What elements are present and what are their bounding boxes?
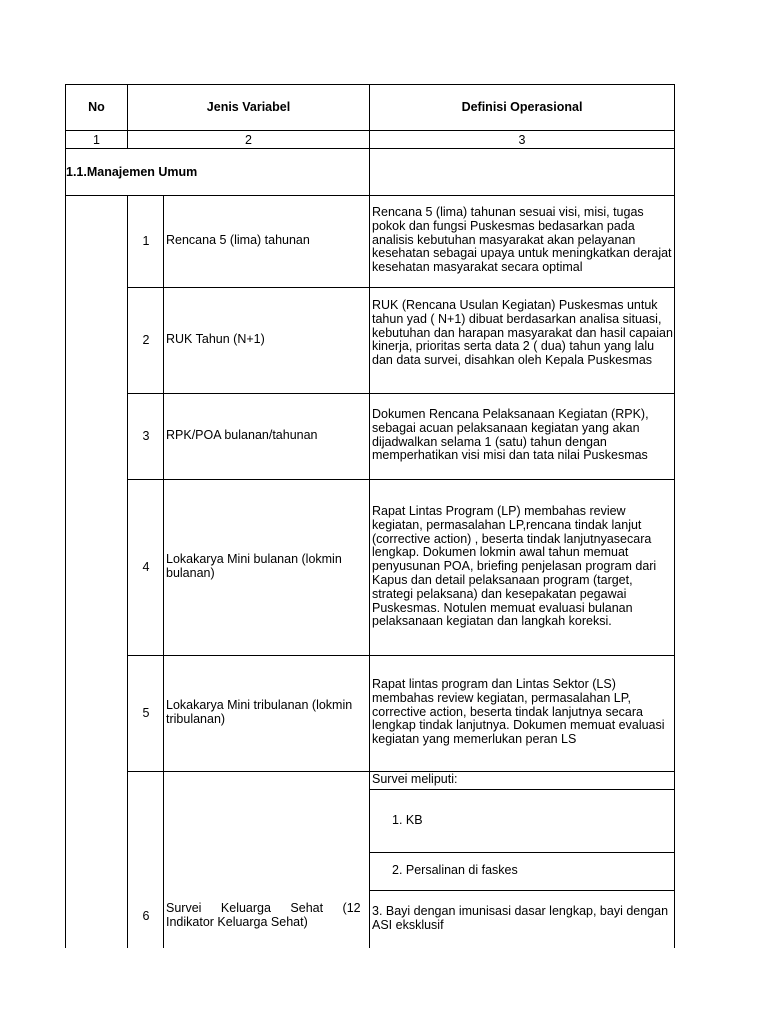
subrow-line-1: [369, 789, 675, 790]
row-1-no: 1: [142, 234, 150, 248]
table-border-right: [674, 84, 675, 948]
row-6-definition-intro: Survei meliputi:: [372, 772, 458, 786]
row-4-variable: Lokakarya Mini bulanan (lokmin bulanan): [166, 552, 342, 580]
row-line-4: [127, 655, 675, 656]
row-1-definition: Rencana 5 (lima) tahunan sesuai visi, misi, tugas pokok dan fungsi Puskesmas bedasarkan pada analisis kebutuhan masyarakat akan pelayanan kesehatan sebagai upaya untuk meningkatkan derajat kesehatan masyarakat secara optimal: [372, 205, 672, 275]
subrow-line-3: [369, 890, 675, 891]
section-title: 1.1.Manajemen Umum: [66, 165, 198, 179]
row-line-1: [127, 287, 675, 288]
row-4-no: 4: [142, 560, 150, 574]
row-line-3: [127, 479, 675, 480]
col-separator-no-body: [127, 196, 128, 948]
row-line-2: [127, 393, 675, 394]
row-3-variable: RPK/POA bulanan/tahunan: [166, 428, 318, 442]
subheader-bottom-line: [65, 148, 675, 149]
row-3-no: 3: [142, 429, 150, 443]
row-2-variable: RUK Tahun (N+1): [166, 332, 265, 346]
row-6-item-2: 2. Persalinan di faskes: [392, 863, 518, 877]
row-6-variable-b: Indikator Keluarga Sehat): [166, 915, 308, 929]
row-6-variable-line-a: [166, 902, 362, 916]
row-2-definition: RUK (Rencana Usulan Kegiatan) Puskesmas untuk tahun yad ( N+1) dibuat berdasarkan analisa situasi, kebutuhan dan harapan masyarakat dan hasil capaian kinerja, prioritas serta data 2 ( dua) tahun yang lalu dan data survei, disahkan oleh Kepala Puskesmas: [372, 298, 673, 368]
col-separator-num: [163, 196, 164, 948]
row-5-no: 5: [142, 706, 150, 720]
row-4-definition: Rapat Lintas Program (LP) membahas review kegiatan, permasalahan LP,rencana tindak lanjut (corrective action) , beserta tindak lanjutnyasecara lengkap. Dokumen lokmin awal tahun memuat penyusunan POA, briefing penjelasan program dari Kapus dan detail pelaksanaan program (target, strategi pelaksana) dan kesepakatan pegawai Puskesmas. Notulen memuat evaluasi bulanan pelaksanaan kegiatan dan langkah koreksi.: [372, 504, 657, 629]
subrow-line-2: [369, 852, 675, 853]
row-5-variable: Lokakarya Mini tribulanan (lokmin tribulanan): [166, 698, 353, 726]
row-6-item-1: 1. KB: [392, 813, 423, 827]
subheader-col2: 2: [245, 133, 252, 147]
row-1-variable: Rencana 5 (lima) tahunan: [166, 233, 310, 247]
section-bottom-line: [65, 195, 675, 196]
row-6-item-3: 3. Bayi dengan imunisasi dasar lengkap, bayi dengan ASI eksklusif: [372, 904, 669, 932]
table-border-left: [65, 84, 66, 948]
header-variable: Jenis Variabel: [206, 100, 291, 114]
col-separator-def: [369, 84, 370, 948]
row-6-variable-a: Survei Keluarga Sehat (12: [166, 901, 361, 915]
header-bottom-line: [65, 130, 675, 131]
row-2-no: 2: [142, 333, 150, 347]
header-definition: Definisi Operasional: [461, 100, 583, 114]
row-6-no: 6: [142, 909, 150, 923]
header-no: No: [88, 100, 105, 114]
table-border-top: [65, 84, 675, 85]
subheader-col3: 3: [518, 133, 526, 147]
row-5-definition: Rapat lintas program dan Lintas Sektor (LS) membahas review kegiatan, permasalahan LP, corrective action, beserta tindak lanjutnya secara lengkap tindak lanjutnya. Dokumen memuat evaluasi kegiatan yang memerlukan peran LS: [372, 677, 665, 747]
subheader-col1: 1: [93, 133, 100, 147]
row-3-definition: Dokumen Rencana Pelaksanaan Kegiatan (RPK), sebagai acuan pelaksanaan kegiatan yang akan dijadwalkan selama 1 (satu) tahun dengan memperhatikan visi misi dan tata nilai Puskesmas: [372, 407, 649, 463]
